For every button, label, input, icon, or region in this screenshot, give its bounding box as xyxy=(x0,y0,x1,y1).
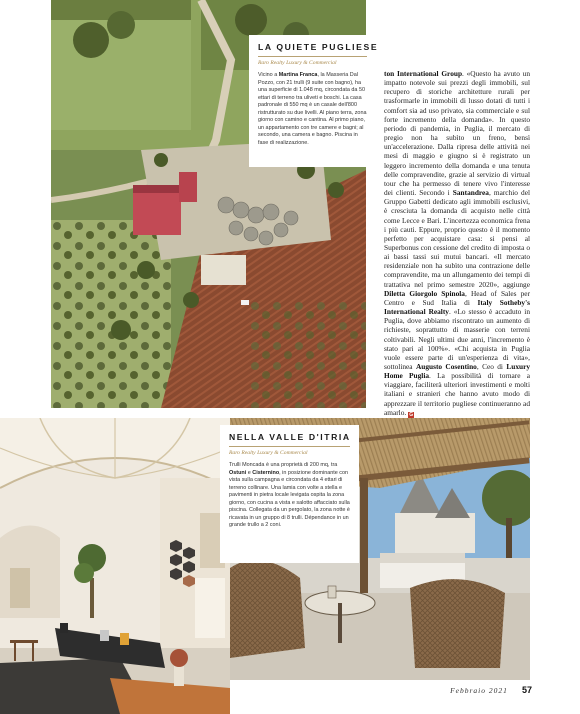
caption-rule xyxy=(229,446,350,447)
caption-title: LA QUIETE PUGLIESE xyxy=(258,42,379,52)
end-of-article-mark: G xyxy=(409,411,414,418)
caption-title: NELLA VALLE D'ITRIA xyxy=(229,432,351,442)
interior-vaulted-living-photo xyxy=(0,418,230,714)
page-folio xyxy=(432,678,532,697)
caption-place-name: Cisternino xyxy=(252,469,280,476)
caption-rule xyxy=(258,56,367,57)
page-number: 57 xyxy=(521,685,532,695)
caption-body: Vicino a Martina Franca, la Masseria Dal Pozzo, con 21 trulli (9 suite con bagno), ha una superficie di 1.048 mq, circondata da 50 ettari di terreno tra uliveti e boschi. La casa padronale di 550 mq è un casale dell'800 ristrutturato su due livelli. Al piano terra, zona giorno con camino e cantina. Al primo piano, un appartamento con tre camere e bagni; al secondo, una camera e bagno. Piscina in fase di realizzazione. xyxy=(258,72,367,146)
caption-body: Trulli Moncada è una proprietà di 200 mq, tra Ostuni e Cisternino, in posizione dominante con vista sulla campagna e circondata da 4 ettari di terreno collinare. Una lamia con volte a stella e pavimenti in pietra locale levigata ospita la zona giorno, con cucina a vista e salotto affacciato sulla piscina. Collegata da un pergolato, la zona notte è ricavata in un gruppo di 8 trulli. Dépendance in un grande trullo a 2 coni. xyxy=(229,462,350,528)
caption-agency: Raro Realty Luxury & Commercial xyxy=(258,60,337,66)
caption-la-quiete-pugliese xyxy=(249,35,379,167)
caption-place-name: Martina Franca xyxy=(278,72,318,78)
article-column: ton International Group. «Questo ha avuto un impatto notevole sui prezzi degli immobili, sul recupero di storiche architetture rurali per trasformarle in immobili di lusso dotati di tutti i comfort sia ad uso privato, sia commerciale e sul forte incremento della domanda». In questo periodo di pandemia, in Puglia, il mercato di pregio non ha subìto un freno, bensì un'accelerazione. Dalla ripresa delle attività nei mesi di maggio e giugno si è registrato un leggero incremento della domanda e una tenuta delle compravendite, grazie al servizio di virtual tour che ha permesso di tenere vivo l'interesse dei clienti. Secondo i Santandrea, marchio del Gruppo Gabetti dedicato agli immobili esclusivi, è cresciuta la domanda di acquisto nelle città come Lecce e Bari. L'incertezza economica frena i più cauti. Eppure, proprio questo è il momento perfetto per acquistare casa: si pensi al Superbonus con cessione del credito di imposta o ai bassi tassi sui mutui bancari. «Il mercato residenziale non ha subìto una contrazione delle compravendite, ma un allungamento dei tempi di trattativa nel primo semestre 2020», aggiunge Diletta Giorgolo Spinola, Head of Sales per Centro e Sud Italia di Italy Sotheby's International Realty. «Lo stesso è accaduto in Puglia, dove abbiamo riscontrato un aumento di richieste, soprattutto di masserie con terreni coltivabili. Negli ultimi due anni, l'incremento è stato pari al 100%». «Chi acquista in Puglia vuole essere parte di un'esperienza di vita», sottolinea Augusto Cosentino, Ceo di Luxury Home Puglia. La possibilità di tornare a viaggiare, faciliterà ulteriori investimenti e molti italiani e stranieri che hanno avuto modo di apprezzare il territorio pugliese continueranno ad amarlo. G xyxy=(384,69,531,418)
caption-nella-valle-ditria xyxy=(220,425,359,563)
caption-place-name: Ostuni xyxy=(229,469,247,476)
caption-agency: Raro Realty Luxury & Commercial xyxy=(229,450,308,456)
issue-date: Febbraio 2021 xyxy=(450,686,508,695)
